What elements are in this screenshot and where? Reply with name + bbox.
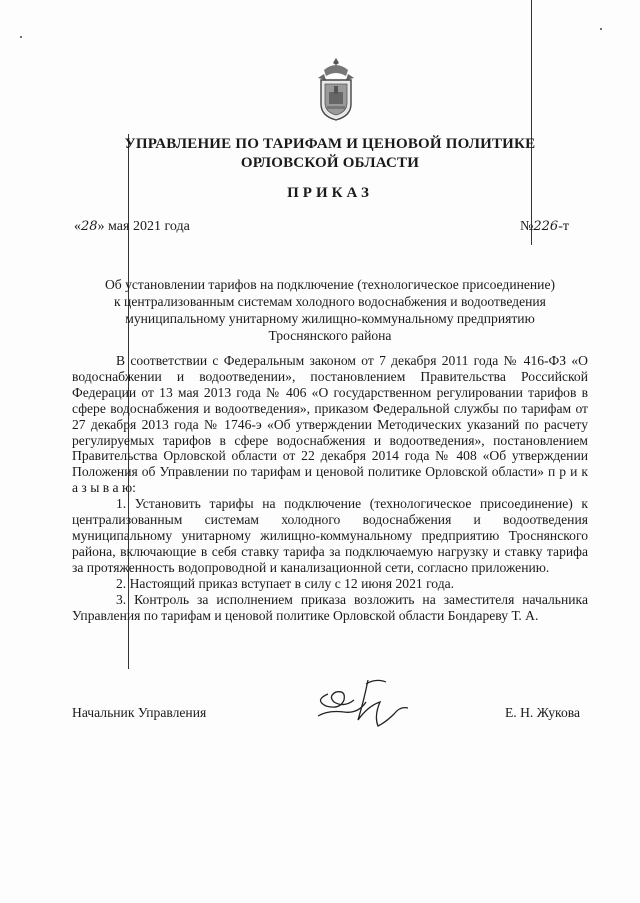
order-item-2: 2. Настоящий приказ вступает в силу с 12 июня 2021 года. — [116, 575, 455, 591]
order-subject — [74, 276, 586, 344]
subject-line: к централизованным системам холодного водоснабжения и водоотведения — [114, 294, 546, 309]
order-body — [72, 353, 588, 623]
handwritten-signature — [306, 672, 426, 732]
number-prefix: № — [520, 219, 534, 234]
order-item-1: 1. Установить тарифы на подключение (технологическое присоединение) к централизованным системам холодного водоснабжения и водоотведения муниципальному унитарному жилищно-коммунальному предприятию Троснянского района, включающие в себя ставку тарифа за подключаемую нагрузку и ставку тарифа за протяженность водопроводной и канализационной сети, согласно приложению. — [72, 496, 588, 575]
subject-line: Об установлении тарифов на подключение (технологическое присоединение) — [104, 277, 556, 292]
scan-line-right — [531, 0, 532, 245]
date-rest: » мая 2021 года — [97, 219, 190, 234]
organization-name-line1: УПРАВЛЕНИЕ ПО ТАРИФАМ И ЦЕНОВОЙ ПОЛИТИКЕ — [124, 136, 536, 152]
signatory-position: Начальник Управления — [72, 705, 207, 720]
order-item-3: 3. Контроль за исполнением приказа возложить на заместителя начальника Управления по тарифам и ценовой политике Орловской области Бондареву Т. А. — [72, 591, 588, 623]
preamble-paragraph: В соответствии с Федеральным законом от 7 декабря 2011 года № 416-ФЗ «О водоснабжении и водоотведении», постановлением Правительства Российской Федерации от 13 мая 2013 года № 406 «О государственном регулировании тарифов в сфере водоснабжения и водоотведения», приказом Федеральной службы по тарифам от 27 декабря 2013 года № 1746-э «Об утверждении Методических указаний по расчету регулируемых тарифов в сфере водоснабжения и водоотведения», постановлением Правительства Орловской области от 22 декабря 2014 года № 408 «Об утверждении Положения об Управлении по тарифам и ценовой политике Орловской области» п р и к а з ы в а ю: — [72, 353, 588, 496]
scan-speck — [600, 28, 602, 30]
signatory-name: Е. Н. Жукова — [505, 705, 581, 720]
date-day-handwritten: 28 — [81, 219, 98, 234]
coat-of-arms-emblem — [316, 56, 356, 122]
number-suffix: -т — [558, 219, 569, 234]
subject-line: Троснянского района — [268, 328, 392, 343]
subject-line: муниципальному унитарному жилищно-коммунальному предприятию — [125, 311, 535, 326]
order-number — [520, 219, 569, 235]
scan-speck — [20, 36, 22, 38]
organization-name-line2: ОРЛОВСКОЙ ОБЛАСТИ — [240, 155, 420, 171]
order-date — [74, 219, 190, 235]
date-open-quote: « — [74, 219, 81, 234]
document-type: ПРИКАЗ — [287, 185, 373, 201]
number-handwritten: 226 — [533, 219, 559, 234]
